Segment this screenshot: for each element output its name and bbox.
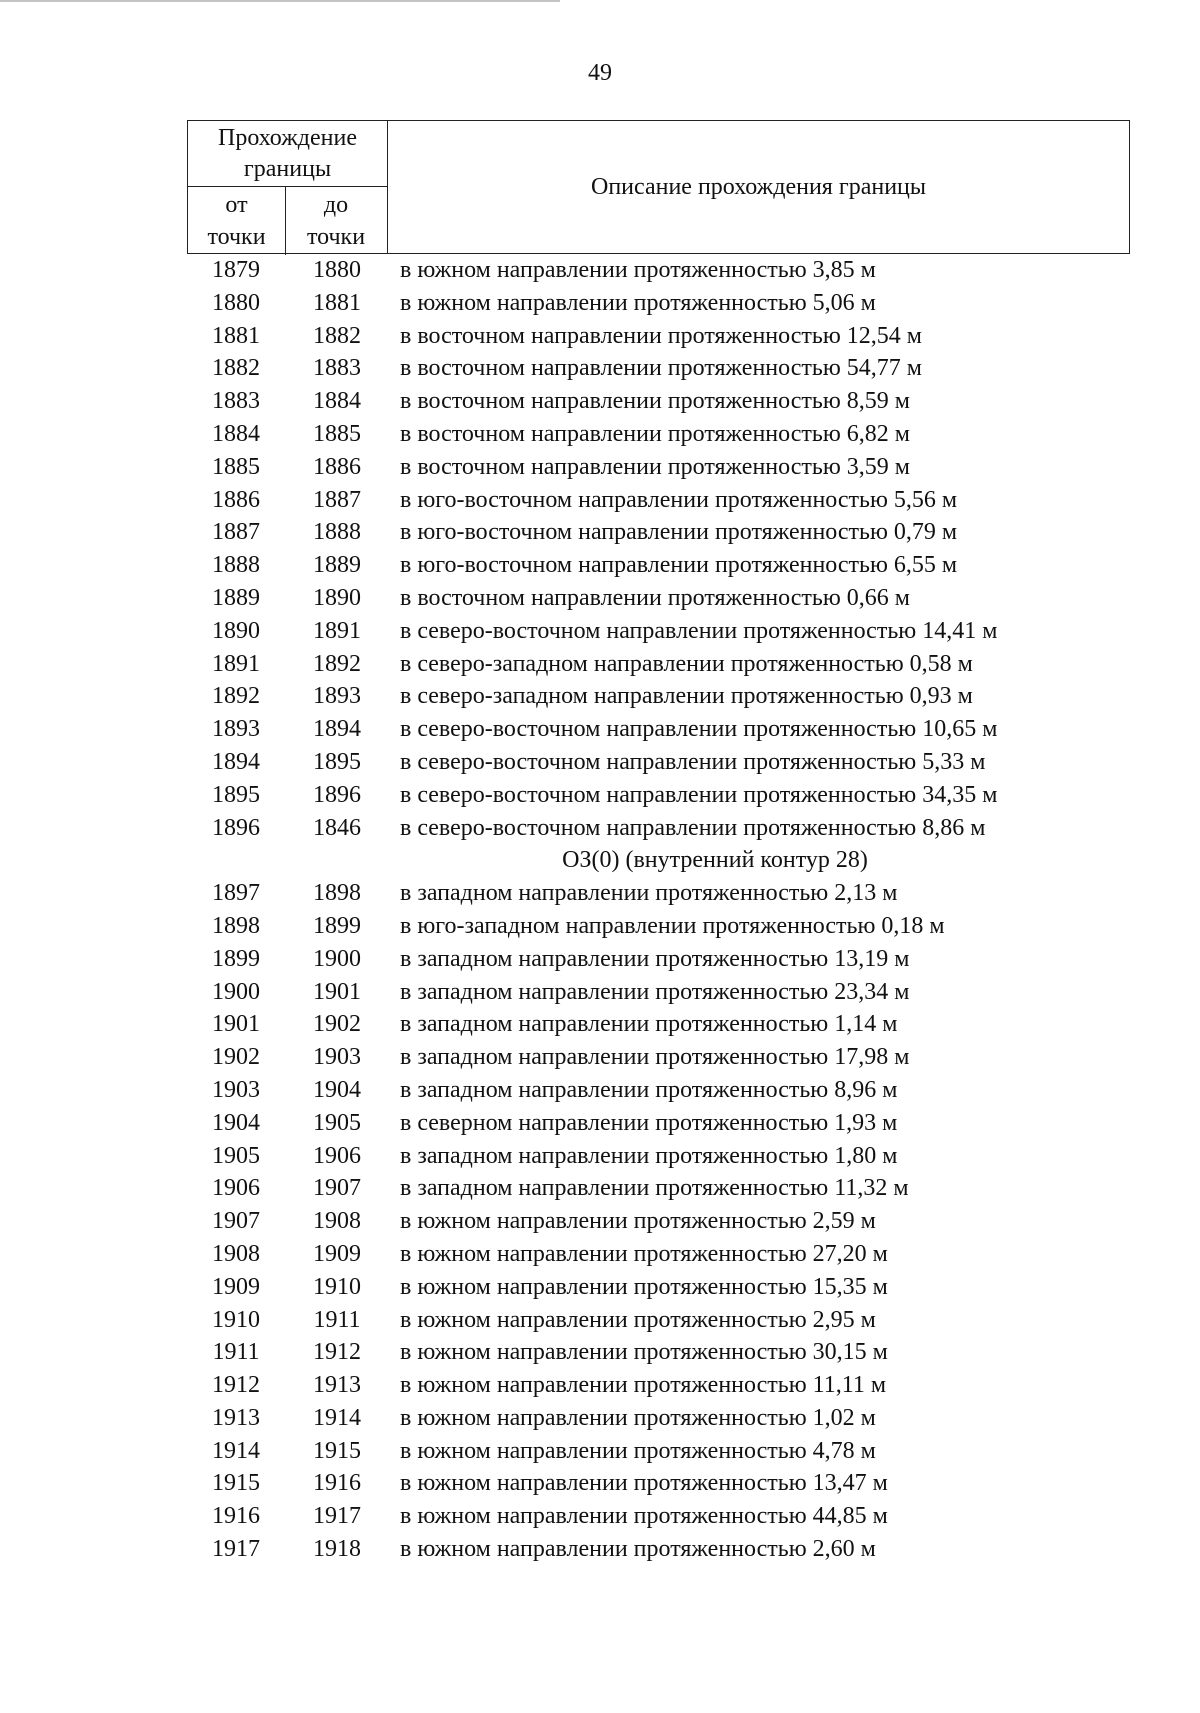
from-point-cell: 1907 <box>212 1208 260 1235</box>
table-row <box>0 582 1200 615</box>
from-point-cell: 1896 <box>212 814 260 841</box>
to-point-cell: 1918 <box>313 1536 361 1563</box>
description-cell: в северо-западном направлении протяженностью 0,93 м <box>400 683 973 710</box>
from-point-cell: 1900 <box>212 978 260 1005</box>
description-cell: в южном направлении протяженностью 2,95 м <box>400 1306 876 1333</box>
scan-edge-top <box>0 0 560 2</box>
table-row <box>0 1271 1200 1304</box>
from-point-cell: 1880 <box>212 289 260 316</box>
page-number: 49 <box>588 60 612 86</box>
to-point-cell: 1889 <box>313 552 361 579</box>
table-row <box>0 680 1200 713</box>
to-point-cell: 1909 <box>313 1240 361 1267</box>
to-heading-line2: точки <box>306 224 366 250</box>
description-cell: в восточном направлении протяженностью 6,82 м <box>400 420 910 447</box>
description-heading: Описание прохождения границы <box>590 173 926 200</box>
table-row <box>0 976 1200 1009</box>
description-cell: в восточном направлении протяженностью 3,59 м <box>400 453 910 480</box>
table-row <box>0 779 1200 812</box>
from-point-cell: 1879 <box>212 257 260 283</box>
from-point-cell: 1891 <box>212 650 260 677</box>
description-cell: в южном направлении протяженностью 11,11 м <box>400 1372 887 1399</box>
from-point-cell: 1902 <box>212 1044 260 1071</box>
table-row <box>0 1008 1200 1041</box>
from-point-cell: 1886 <box>212 486 260 513</box>
table-row <box>0 254 1200 287</box>
passage-column-header <box>188 121 388 253</box>
from-point-cell: 1914 <box>212 1437 260 1464</box>
to-point-cell: 1915 <box>313 1437 361 1464</box>
description-cell: в западном направлении протяженностью 8,96 м <box>400 1076 898 1103</box>
to-point-cell: 1895 <box>313 748 361 775</box>
table-row <box>0 713 1200 746</box>
table-row <box>0 1533 1200 1566</box>
description-cell: в южном направлении протяженностью 4,78 м <box>400 1437 876 1464</box>
to-point-cell: 1899 <box>313 912 361 939</box>
to-point-cell: 1906 <box>313 1142 361 1169</box>
table-row <box>0 1238 1200 1271</box>
passage-heading <box>188 121 387 187</box>
from-heading-line2: точки <box>207 224 266 250</box>
from-point-cell: 1901 <box>212 1011 260 1038</box>
description-cell: в южном направлении протяженностью 30,15 м <box>400 1339 888 1366</box>
table-row <box>0 910 1200 943</box>
description-cell: в западном направлении протяженностью 1,80 м <box>400 1142 898 1169</box>
description-cell: в северо-восточном направлении протяженностью 5,33 м <box>400 748 986 775</box>
to-point-cell: 1886 <box>313 453 361 480</box>
from-point-cell: 1887 <box>212 519 260 546</box>
from-point-cell: 1889 <box>212 584 260 611</box>
to-point-cell: 1890 <box>313 584 361 611</box>
to-point-cell: 1907 <box>313 1175 361 1202</box>
to-point-cell: 1893 <box>313 683 361 710</box>
from-point-cell: 1892 <box>212 683 260 710</box>
description-cell: в южном направлении протяженностью 5,06 м <box>400 289 876 316</box>
description-cell: в юго-восточном направлении протяженностью 5,56 м <box>400 486 958 513</box>
table-row <box>0 418 1200 451</box>
description-cell: в южном направлении протяженностью 2,60 м <box>400 1536 876 1563</box>
table-row <box>0 385 1200 418</box>
from-point-cell: 1897 <box>212 880 260 907</box>
to-point-cell: 1900 <box>313 945 361 972</box>
from-point-cell: 1899 <box>212 945 260 972</box>
table-row <box>0 812 1200 845</box>
from-point-cell: 1894 <box>212 748 260 775</box>
to-point-cell: 1917 <box>313 1503 361 1530</box>
passage-heading-line1: Прохождение <box>217 125 357 151</box>
table-row <box>0 320 1200 353</box>
from-point-cell: 1908 <box>212 1240 260 1267</box>
description-cell: в северо-восточном направлении протяженностью 34,35 м <box>400 781 998 808</box>
table-row <box>0 1304 1200 1337</box>
table-body <box>0 254 1200 1566</box>
passage-heading-line2: границы <box>243 156 332 182</box>
description-cell: в западном направлении протяженностью 1,14 м <box>400 1011 898 1038</box>
from-point-cell: 1882 <box>212 355 260 382</box>
to-point-cell: 1887 <box>313 486 361 513</box>
from-point-cell: 1916 <box>212 1503 260 1530</box>
to-heading-line1: до <box>323 192 349 218</box>
to-point-cell: 1880 <box>313 257 361 283</box>
table-row <box>0 484 1200 517</box>
description-cell: в южном направлении протяженностью 44,85 м <box>400 1503 888 1530</box>
table-row <box>0 1074 1200 1107</box>
description-cell: в южном направлении протяженностью 27,20 м <box>400 1240 888 1267</box>
table-row <box>0 1467 1200 1500</box>
from-point-cell: 1881 <box>212 322 260 349</box>
from-point-cell: 1888 <box>212 552 260 579</box>
from-point-heading <box>188 187 286 255</box>
description-cell: в южном направлении протяженностью 13,47 м <box>400 1470 888 1497</box>
to-point-cell: 1912 <box>313 1339 361 1366</box>
table-row <box>0 352 1200 385</box>
to-point-cell: 1888 <box>313 519 361 546</box>
to-point-cell: 1846 <box>313 814 361 841</box>
table-row <box>0 287 1200 320</box>
from-point-cell: 1898 <box>212 912 260 939</box>
description-cell: в западном направлении протяженностью 13,19 м <box>400 945 910 972</box>
to-point-cell: 1905 <box>313 1109 361 1136</box>
table-row <box>0 549 1200 582</box>
from-point-cell: 1911 <box>212 1339 260 1366</box>
contour-subheading: ОЗ(0) (внутренний контур 28) <box>562 847 868 874</box>
table-row <box>0 451 1200 484</box>
table-row <box>0 516 1200 549</box>
from-point-cell: 1884 <box>212 420 260 447</box>
table-row <box>0 746 1200 779</box>
description-cell: в южном направлении протяженностью 3,85 м <box>400 257 876 283</box>
to-point-cell: 1908 <box>313 1208 361 1235</box>
description-cell: в западном направлении протяженностью 11,32 м <box>400 1175 909 1202</box>
description-cell: в восточном направлении протяженностью 8,59 м <box>400 388 910 415</box>
table-row <box>0 1041 1200 1074</box>
table-row <box>0 1205 1200 1238</box>
to-point-cell: 1894 <box>313 716 361 743</box>
to-point-cell: 1884 <box>313 388 361 415</box>
from-point-cell: 1915 <box>212 1470 260 1497</box>
from-point-cell: 1906 <box>212 1175 260 1202</box>
to-point-cell: 1892 <box>313 650 361 677</box>
description-cell: в западном направлении протяженностью 17,98 м <box>400 1044 910 1071</box>
to-point-cell: 1891 <box>313 617 361 644</box>
to-point-heading <box>286 187 386 255</box>
table-row <box>0 648 1200 681</box>
to-point-cell: 1903 <box>313 1044 361 1071</box>
to-point-cell: 1881 <box>313 289 361 316</box>
from-point-cell: 1909 <box>212 1273 260 1300</box>
description-cell: в южном направлении протяженностью 2,59 м <box>400 1208 876 1235</box>
table-row <box>0 1435 1200 1468</box>
table-row <box>0 1500 1200 1533</box>
description-cell: в восточном направлении протяженностью 54,77 м <box>400 355 922 382</box>
description-cell: в южном направлении протяженностью 1,02 м <box>400 1404 876 1431</box>
from-point-cell: 1910 <box>212 1306 260 1333</box>
from-heading-line1: от <box>225 192 248 218</box>
description-cell: в северо-восточном направлении протяженностью 8,86 м <box>400 814 986 841</box>
description-cell: в юго-восточном направлении протяженностью 6,55 м <box>400 552 958 579</box>
table-row <box>0 1172 1200 1205</box>
table-row <box>0 615 1200 648</box>
table-row <box>0 1336 1200 1369</box>
to-point-cell: 1902 <box>313 1011 361 1038</box>
from-point-cell: 1883 <box>212 388 260 415</box>
description-cell: в западном направлении протяженностью 23,34 м <box>400 978 910 1005</box>
table-header <box>187 120 1130 254</box>
description-cell: в западном направлении протяженностью 2,13 м <box>400 880 898 907</box>
description-cell: в северо-восточном направлении протяженностью 10,65 м <box>400 716 998 743</box>
to-point-cell: 1904 <box>313 1076 361 1103</box>
description-cell: в восточном направлении протяженностью 12,54 м <box>400 322 922 349</box>
to-point-cell: 1901 <box>313 978 361 1005</box>
to-point-cell: 1885 <box>313 420 361 447</box>
to-point-cell: 1911 <box>313 1306 361 1333</box>
from-point-cell: 1895 <box>212 781 260 808</box>
to-point-cell: 1910 <box>313 1273 361 1300</box>
description-cell: в северном направлении протяженностью 1,93 м <box>400 1109 898 1136</box>
table-row <box>0 1369 1200 1402</box>
from-point-cell: 1912 <box>212 1372 260 1399</box>
description-cell: в юго-западном направлении протяженностью 0,18 м <box>400 912 945 939</box>
from-point-cell: 1917 <box>212 1536 260 1563</box>
from-point-cell: 1913 <box>212 1404 260 1431</box>
to-point-cell: 1914 <box>313 1404 361 1431</box>
description-cell: в северо-западном направлении протяженностью 0,58 м <box>400 650 973 677</box>
from-point-cell: 1890 <box>212 617 260 644</box>
to-point-cell: 1883 <box>313 355 361 382</box>
description-cell: в южном направлении протяженностью 15,35 м <box>400 1273 888 1300</box>
to-point-cell: 1898 <box>313 880 361 907</box>
from-point-cell: 1885 <box>212 453 260 480</box>
description-cell: в северо-восточном направлении протяженностью 14,41 м <box>400 617 998 644</box>
table-row <box>0 877 1200 910</box>
to-point-cell: 1916 <box>313 1470 361 1497</box>
contour-subheading-row <box>0 844 1200 877</box>
to-point-cell: 1882 <box>313 322 361 349</box>
description-cell: в юго-восточном направлении протяженностью 0,79 м <box>400 519 958 546</box>
to-point-cell: 1896 <box>313 781 361 808</box>
to-point-cell: 1913 <box>313 1372 361 1399</box>
from-point-cell: 1904 <box>212 1109 260 1136</box>
table-row <box>0 1140 1200 1173</box>
table-row <box>0 1107 1200 1140</box>
table-row <box>0 943 1200 976</box>
from-point-cell: 1903 <box>212 1076 260 1103</box>
from-point-cell: 1905 <box>212 1142 260 1169</box>
table-row <box>0 1402 1200 1435</box>
from-point-cell: 1893 <box>212 716 260 743</box>
description-cell: в восточном направлении протяженностью 0,66 м <box>400 584 910 611</box>
